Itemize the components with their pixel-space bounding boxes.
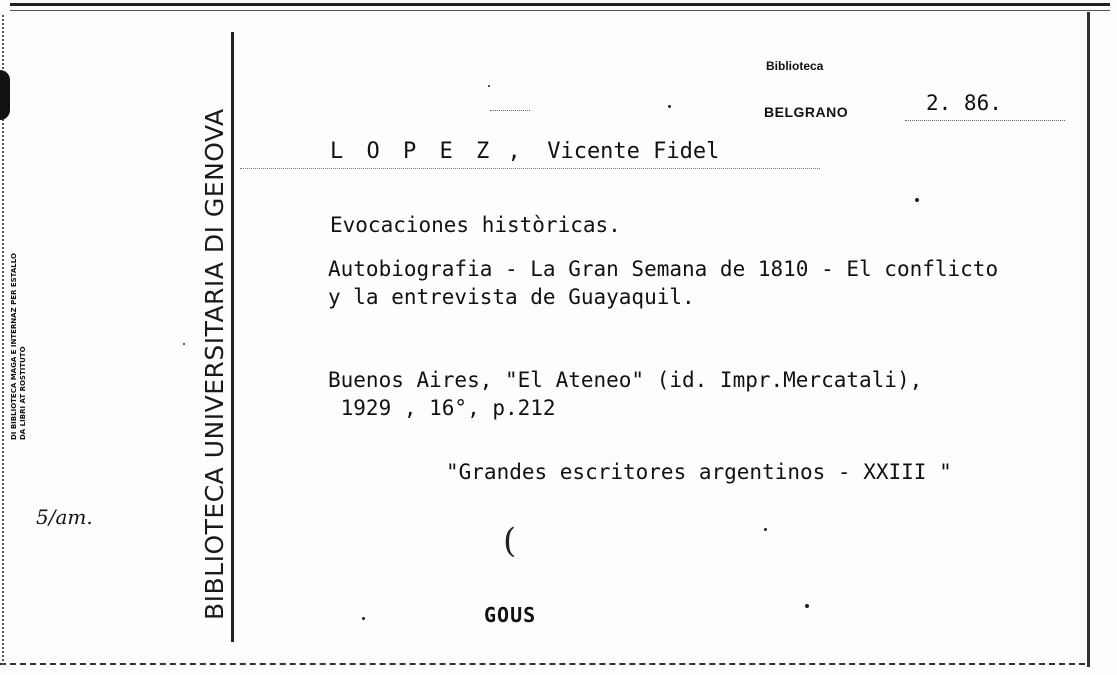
imprint-line-2: 1929 , 16°, p.212 — [328, 396, 556, 420]
ink-speck — [915, 198, 919, 202]
card-top-border-inner — [10, 10, 1110, 11]
book-title: Evocaciones històricas. — [330, 213, 621, 237]
library-name: BELGRANO — [764, 104, 849, 120]
contents-line-1: Autobiografia - La Gran Semana de 1810 - El conflicto — [328, 257, 999, 281]
author-surname: L O P E Z — [330, 139, 495, 164]
contents-line-2: y la entrevista de Guayaquil. — [328, 285, 695, 309]
ink-speck — [805, 604, 809, 608]
card-top-border — [10, 3, 1110, 6]
library-vertical-title: BIBLIOTECA UNIVERSITARIA DI GENOVA — [200, 108, 229, 620]
vertical-rule — [231, 32, 234, 642]
ink-speck — [488, 85, 490, 87]
dotted-mark — [490, 110, 530, 111]
dotted-mark — [905, 120, 1065, 121]
library-label: Biblioteca — [766, 59, 824, 73]
series-statement: "Grandes escritores argentinos - XXIII " — [446, 460, 952, 484]
call-number: 2. 86. — [926, 91, 1002, 115]
imprint-line-1: Buenos Aires, "El Ateneo" (id. Impr.Mercatali), — [328, 368, 923, 392]
ink-speck — [668, 105, 671, 108]
punch-hole-mark — [0, 70, 10, 120]
side-stamp — [10, 180, 28, 440]
ink-speck — [183, 343, 185, 345]
pencil-mark: ( — [503, 521, 517, 561]
author-given-name: Vicente Fidel — [547, 139, 720, 164]
card-right-border — [1087, 12, 1090, 667]
ink-speck — [362, 617, 365, 620]
author-separator: , — [494, 139, 548, 164]
shelf-signature: GOUS — [484, 603, 537, 627]
card-bottom-border — [0, 663, 1085, 665]
side-stamp-line1: DI BIBLIOTECA MAGA E INTERNAZ PER ESTALLO — [10, 253, 18, 440]
author-underline — [240, 168, 820, 169]
ink-speck — [764, 528, 767, 531]
handwritten-note: 5/am. — [36, 505, 93, 529]
author-heading — [330, 139, 719, 164]
side-stamp-line2: DA LIBRI AT ROSTITUTO — [19, 346, 27, 440]
